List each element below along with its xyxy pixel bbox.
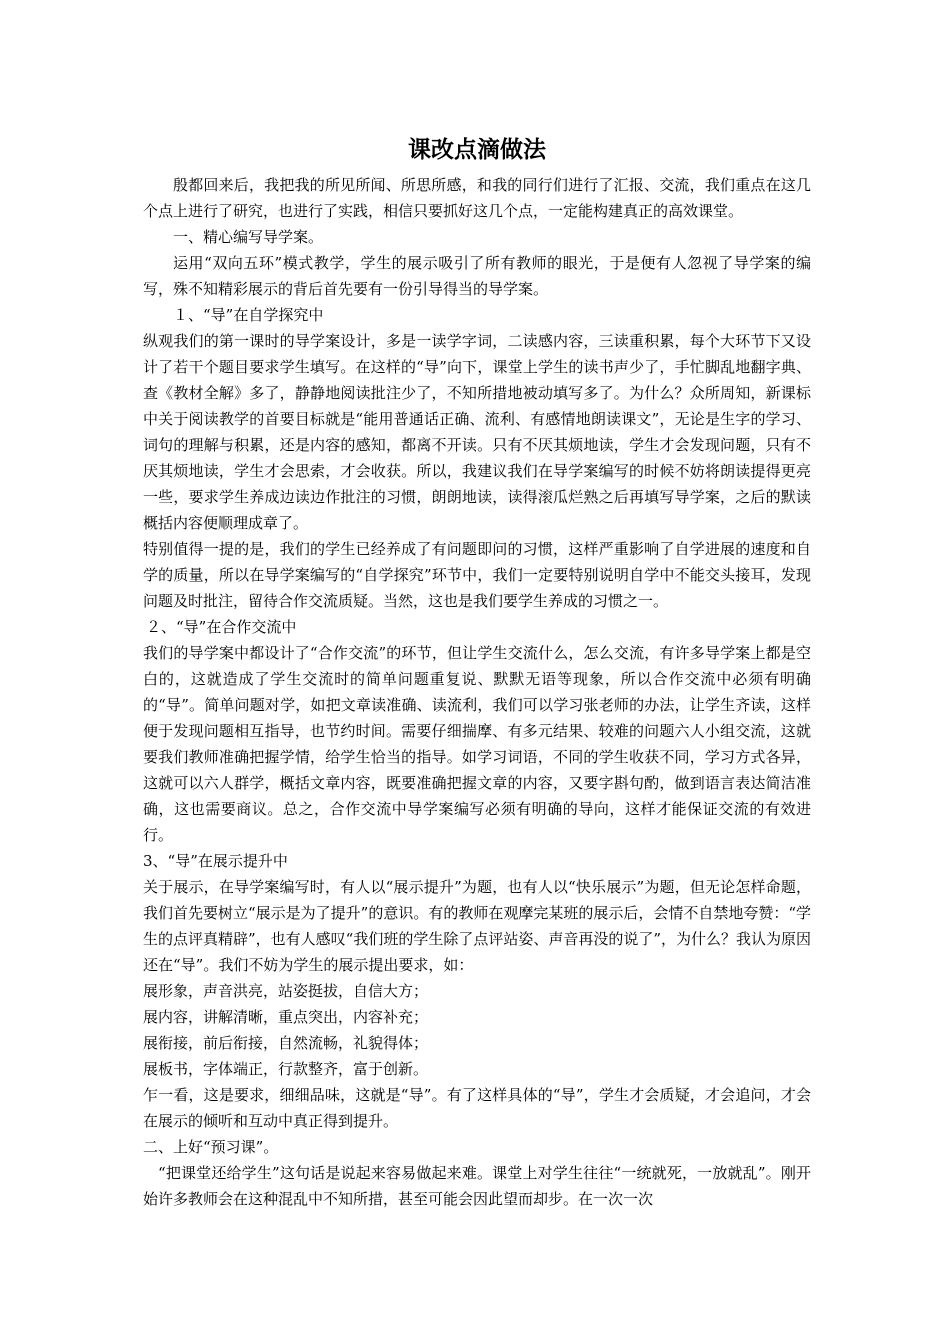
- document-page: [143, 132, 811, 1212]
- paragraph: 展形象，声音洪亮，站姿挺拔，自信大方；: [143, 982, 429, 1000]
- paragraph: 乍一看，这是要求，细细品味，这就是“导”。有了这样具体的“导”，学生才会质疑，才会追问，才会在展示的倾听和互动中真正得到提升。: [143, 1086, 811, 1130]
- paragraph: 特别值得一提的是，我们的学生已经养成了有问题即问的习惯，这样严重影响了自学进展的速度和自学的质量，所以在导学案编写的“自学探究”环节中，我们一定要特别说明自学中不能交头接耳，发现问题及时批注，留待合作交流质疑。当然，这也是我们要学生养成的习惯之一。: [143, 540, 811, 610]
- paragraph: 关于展示，在导学案编写时，有人以“展示提升”为题，也有人以“快乐展示”为题，但无论怎样命题，我们首先要树立“展示是为了提升”的意识。有的教师在观摩完某班的展示后，会情不自禁地夸赞：“学生的点评真精辟”，也有人感叹“我们班的学生除了点评站姿、声音再没的说了”，为什么？我认为原因还在“导”。我们不妨为学生的展示提出要求，如：: [143, 878, 812, 974]
- paragraph: 一、精心编写导学案。: [173, 228, 324, 246]
- paragraph: 二、上好“预习课”。: [143, 1138, 279, 1156]
- document-body: [143, 172, 811, 1212]
- paragraph: 纵观我们的第一课时的导学案设计，多是一读学字词，二读感内容，三读重积累，每个大环节下又设计了若干个题目要求学生填写。在这样的“导”向下，课堂上学生的读书声少了，手忙脚乱地翻字典、查《教材全解》多了，静静地阅读批注少了，不知所措地被动填写多了。为什么？众所周知，新课标中关于阅读教学的首要目标就是“能用普通话正确、流利、有感情地朗读课文”，无论是生字的学习、词句的理解与积累，还是内容的感知，都离不开读。只有不厌其烦地读，学生才会发现问题，只有不厌其烦地读，学生才会思索，才会收获。所以，我建议我们在导学案编写的时候不妨将朗读提得更亮一些，要求学生养成边读边作批注的习惯，朗朗地读，读得滚瓜烂熟之后再填写导学案，之后的默读概括内容便顺理成章了。: [143, 332, 811, 532]
- paragraph: 运用“双向五环”模式教学，学生的展示吸引了所有教师的眼光，于是便有人忽视了导学案的编写，殊不知精彩展示的背后首先要有一份引导得当的导学案。: [143, 254, 811, 298]
- paragraph: 我们的导学案中都设计了“合作交流”的环节，但让学生交流什么，怎么交流，有许多导学案上都是空白的，这就造成了学生交流时的简单问题重复说、默默无语等现象，所以合作交流中必须有明确的“导”。简单问题对学，如把文章读准确、读流利，我们可以学习张老师的办法，让学生齐读，这样便于发现问题相互指导，也节约时间。需要仔细揣摩、有多元结果、较难的问题六人小组交流，这就要我们教师准确把握学情，给学生恰当的指导。如学习词语，不同的学生收获不同，学习方式各异，这就可以六人群学，概括文章内容，既要准确把握文章的内容，又要字斟句酌，做到语言表达简洁准确，这也需要商议。总之，合作交流中导学案编写必须有明确的导向，这样才能保证交流的有效进行。: [143, 644, 811, 844]
- paragraph: “把课堂还给学生”这句话是说起来容易做起来难。课堂上对学生往往“一统就死，一放就乱”。刚开始许多教师会在这种混乱中不知所措，甚至可能会因此望而却步。在一次一次: [143, 1164, 811, 1208]
- document-title: 课改点滴做法: [408, 137, 546, 163]
- paragraph: １、“导”在自学探究中: [173, 306, 324, 324]
- paragraph: 展内容，讲解清晰，重点突出，内容补充；: [143, 1008, 429, 1026]
- paragraph: 3、“导”在展示提升中: [143, 852, 288, 870]
- paragraph: ２、“导”在合作交流中: [146, 618, 297, 636]
- paragraph: 殷都回来后，我把我的所见所闻、所思所感，和我的同行们进行了汇报、交流，我们重点在这几个点上进行了研究，也进行了实践，相信只要抓好这几个点，一定能构建真正的高效课堂。: [143, 176, 811, 220]
- paragraph: 展衔接，前后衔接，自然流畅，礼貌得体；: [143, 1034, 429, 1052]
- paragraph: 展板书，字体端正，行款整齐，富于创新。: [143, 1060, 429, 1078]
